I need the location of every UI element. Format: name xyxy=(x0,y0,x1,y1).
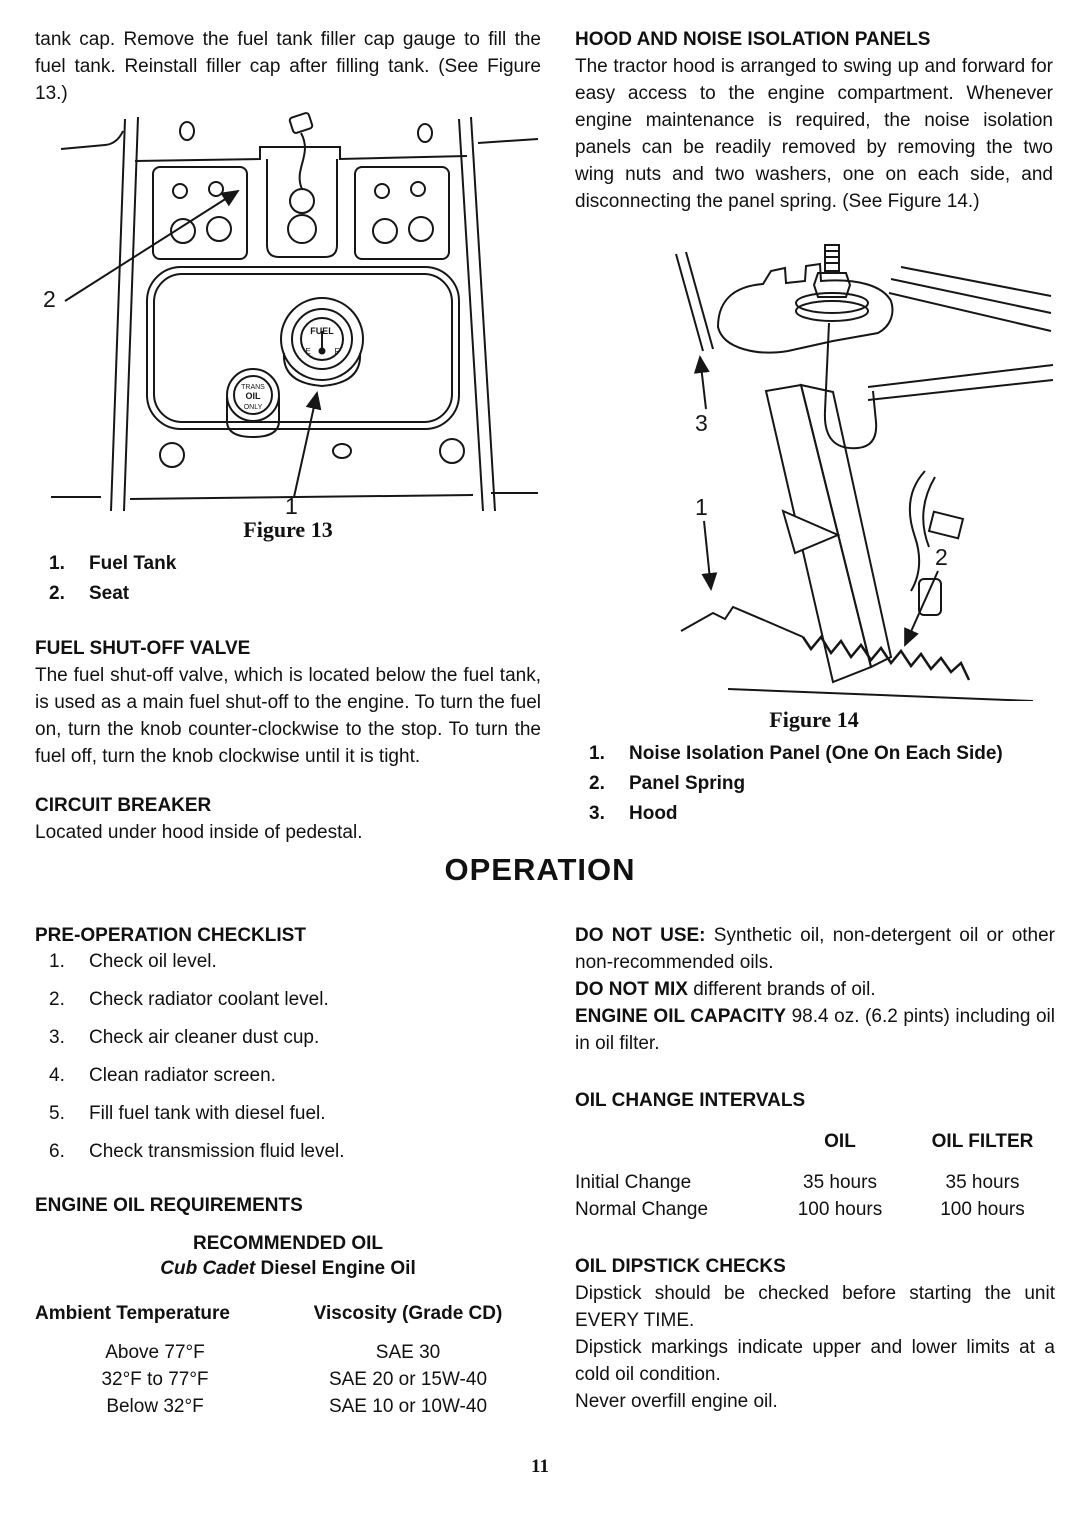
temp-value: 32°F to 77°F xyxy=(101,1369,209,1390)
fender-line-top-right xyxy=(478,139,538,143)
viscosity-value: SAE 20 or 15W-40 xyxy=(328,1369,488,1390)
fender-line-top-left xyxy=(61,131,123,149)
fuel-valve-paragraph: The fuel shut-off valve, which is located below the fuel tank, is used as a main fuel shut-off to the engine. To turn the fuel on, turn the knob counter-clockwise to the stop. To turn the fuel off, turn the knob clockwise until it is tight. xyxy=(35,665,541,767)
checklist-text: Check air cleaner dust cup. xyxy=(89,1027,320,1048)
cable xyxy=(300,133,305,189)
hole-top-left xyxy=(180,122,194,140)
checklist-text: Check radiator coolant level. xyxy=(89,989,329,1010)
page-number: 11 xyxy=(531,1456,549,1477)
chassis-line xyxy=(728,689,1033,701)
dipstick-paragraph-2: Dipstick markings indicate upper and lower limits at a cold oil condition. xyxy=(575,1337,1055,1385)
hood-rail xyxy=(891,279,1051,313)
wire-connector xyxy=(929,512,963,539)
dipstick-checks-heading: OIL DIPSTICK CHECKS xyxy=(575,1256,786,1277)
checklist-number: 3. xyxy=(49,1027,65,1048)
callout-1-arrow xyxy=(704,521,711,589)
table-gap xyxy=(35,1327,541,1339)
empty-header-cell xyxy=(575,1128,770,1155)
callout-3-arrow xyxy=(700,357,706,409)
fuel-gauge-empty-mark: E xyxy=(305,347,311,356)
interval-filter-value: 35 hours xyxy=(945,1172,1020,1193)
figure-13-legend xyxy=(35,549,541,609)
cable-connector xyxy=(289,112,313,133)
recommended-oil-brand xyxy=(35,1255,541,1282)
checklist-item xyxy=(35,1025,541,1050)
hood-edge-line xyxy=(676,254,703,351)
table-gap xyxy=(575,1155,1055,1169)
circuit-breaker-heading: CIRCUIT BREAKER xyxy=(35,795,212,816)
trans-cap-text-3: ONLY xyxy=(243,404,263,411)
oil-viscosity-table xyxy=(35,1300,541,1420)
do-not-use-rest: Synthetic oil, non-detergent oil or other non-recommended oils. xyxy=(575,925,1056,973)
checklist-text: Fill fuel tank with diesel fuel. xyxy=(89,1103,326,1124)
hood-rail xyxy=(889,293,1051,331)
hole-top-right xyxy=(418,124,432,142)
legend-number: 2. xyxy=(49,583,65,604)
checklist-heading: PRE-OPERATION CHECKLIST xyxy=(35,925,306,946)
legend-number: 1. xyxy=(49,553,65,574)
left-rail-inner xyxy=(124,117,138,511)
temp-value: Above 77°F xyxy=(105,1342,205,1363)
checklist-text: Check transmission fluid level. xyxy=(89,1141,345,1162)
do-not-use-bold: DO NOT USE: xyxy=(575,925,706,946)
trans-cap-text-1: TRANS xyxy=(241,384,265,391)
pre-operation-checklist xyxy=(35,949,541,1164)
center-bolt xyxy=(288,215,316,243)
left-top-column xyxy=(35,26,541,846)
legend-number: 1. xyxy=(589,743,605,764)
operation-section-title: OPERATION xyxy=(444,852,636,887)
checklist-number: 1. xyxy=(49,951,65,972)
plate-hole xyxy=(411,182,425,196)
floor-hole-center xyxy=(333,444,351,458)
panel-crease xyxy=(783,511,838,553)
plate-bolt xyxy=(409,217,433,241)
legend-item xyxy=(575,739,1053,769)
checklist-number: 5. xyxy=(49,1103,65,1124)
legend-item xyxy=(35,549,541,579)
figure-13-caption: Figure 13 xyxy=(243,517,333,542)
left-bottom-column xyxy=(35,922,541,1420)
legend-label: Fuel Tank xyxy=(89,553,177,574)
dipstick-paragraph-3: Never overfill engine oil. xyxy=(575,1391,778,1412)
top-rail xyxy=(135,147,467,161)
plate-bolt xyxy=(373,219,397,243)
legend-number: 2. xyxy=(589,773,605,794)
floor-bolt-right xyxy=(440,439,464,463)
figure-14-legend xyxy=(575,739,1053,829)
checklist-number: 2. xyxy=(49,989,65,1010)
temp-value: Below 32°F xyxy=(106,1396,204,1417)
legend-label: Noise Isolation Panel (One On Each Side) xyxy=(629,743,1003,764)
cable-grommet xyxy=(290,189,314,213)
checklist-text: Clean radiator screen. xyxy=(89,1065,276,1086)
legend-number: 3. xyxy=(589,803,605,824)
hood-edge-line xyxy=(686,252,713,349)
viscosity-value: SAE 30 xyxy=(375,1342,441,1363)
do-not-mix-rest: different brands of oil. xyxy=(687,979,876,1000)
fuel-gauge-pivot xyxy=(320,349,325,354)
temp-column-header: Ambient Temperature xyxy=(35,1303,230,1324)
viscosity-value: SAE 10 or 10W-40 xyxy=(328,1396,488,1417)
checklist-item xyxy=(35,949,541,974)
oil-filter-column-header: OIL FILTER xyxy=(931,1131,1034,1152)
callout-1-label: 1 xyxy=(285,493,298,515)
right-top-column xyxy=(575,26,1053,829)
spring-rod xyxy=(766,621,803,637)
hood-panels-heading: HOOD AND NOISE ISOLATION PANELS xyxy=(575,29,931,50)
dipstick-paragraph-1: Dipstick should be checked before starting the unit EVERY TIME. xyxy=(575,1283,1055,1331)
figure-14-caption: Figure 14 xyxy=(769,707,859,732)
callout-2-label: 2 xyxy=(43,286,56,312)
legend-item xyxy=(575,799,1053,829)
floor-bolt-left xyxy=(160,443,184,467)
interval-filter-value: 100 hours xyxy=(940,1199,1025,1220)
plate-hole xyxy=(173,184,187,198)
do-not-use-paragraph xyxy=(575,922,1055,976)
right-bottom-column xyxy=(575,922,1055,1415)
circuit-breaker-paragraph: Located under hood inside of pedestal. xyxy=(35,822,363,843)
checklist-item xyxy=(35,1101,541,1126)
fuel-valve-heading: FUEL SHUT-OFF VALVE xyxy=(35,638,251,659)
checklist-item xyxy=(35,987,541,1012)
interval-oil-value: 35 hours xyxy=(803,1172,877,1193)
callout-1-arrow xyxy=(294,393,317,497)
viscosity-column-header: Viscosity (Grade CD) xyxy=(313,1303,503,1324)
oil-capacity-rest: 98.4 oz. (6.2 pints) including oil in oil filter. xyxy=(575,1006,1055,1054)
checklist-number: 6. xyxy=(49,1141,65,1162)
oil-capacity-paragraph xyxy=(575,1003,1055,1057)
wire xyxy=(910,471,925,591)
legend-label: Seat xyxy=(89,583,130,604)
wire-plug xyxy=(919,579,941,615)
hood-rail xyxy=(901,267,1051,296)
plate-hole xyxy=(209,182,223,196)
legend-item xyxy=(575,769,1053,799)
engine-oil-heading: ENGINE OIL REQUIREMENTS xyxy=(35,1195,303,1216)
plate-bolt xyxy=(207,217,231,241)
fuel-gauge-full-mark: F xyxy=(334,347,340,356)
intro-paragraph: tank cap. Remove the fuel tank filler cap gauge to fill the fuel tank. Reinstall filler cap after filling tank. (See Figure 13.) xyxy=(35,29,541,104)
callout-3-label: 3 xyxy=(695,410,708,436)
callout-2-arrow xyxy=(905,571,938,645)
interval-row-label: Initial Change xyxy=(575,1172,692,1193)
right-rail-outer xyxy=(471,117,495,511)
figure-14-drawing xyxy=(633,239,1053,701)
seat-bracket-left xyxy=(153,167,247,259)
trans-cap-text-2: OIL xyxy=(245,391,261,401)
oil-column-header: OIL xyxy=(824,1131,856,1152)
do-not-mix-paragraph xyxy=(575,976,1055,1003)
right-rail-inner xyxy=(459,119,483,511)
interval-row-label: Normal Change xyxy=(575,1199,709,1220)
checklist-item xyxy=(35,1063,541,1088)
spring-bracket xyxy=(681,607,766,631)
oil-change-intervals-heading: OIL CHANGE INTERVALS xyxy=(575,1090,806,1111)
oil-capacity-bold: ENGINE OIL CAPACITY xyxy=(575,1006,787,1027)
legend-item xyxy=(35,579,541,609)
seat-bracket-right xyxy=(355,167,449,259)
brand-name: Cub Cadet xyxy=(160,1258,256,1279)
brand-rest: Diesel Engine Oil xyxy=(255,1258,416,1279)
callout-1-label: 1 xyxy=(695,494,708,520)
left-rail-outer xyxy=(111,119,125,511)
checklist-number: 4. xyxy=(49,1065,65,1086)
legend-label: Hood xyxy=(629,803,678,824)
legend-label: Panel Spring xyxy=(629,773,746,794)
do-not-mix-bold: DO NOT MIX xyxy=(575,979,688,1000)
fuel-gauge-label: FUEL xyxy=(310,326,334,336)
interval-oil-value: 100 hours xyxy=(797,1199,883,1220)
callout-2-label: 2 xyxy=(935,544,948,570)
oil-change-intervals-table xyxy=(575,1128,1055,1223)
figure-13-drawing xyxy=(35,107,541,515)
floor-bottom-edge xyxy=(130,495,473,499)
recommended-oil-heading: RECOMMENDED OIL xyxy=(193,1233,383,1254)
plate-hole xyxy=(375,184,389,198)
checklist-text: Check oil level. xyxy=(89,951,217,972)
checklist-item xyxy=(35,1139,541,1164)
hood-panels-paragraph: The tractor hood is arranged to swing up and forward for easy access to the engine compartment. Whenever engine maintenance is required, the noise isolation panels can be readily removed by removing the two wing nuts and two washers, one on each side, and disconnecting the panel spring. (See Figure 14.) xyxy=(575,56,1053,212)
